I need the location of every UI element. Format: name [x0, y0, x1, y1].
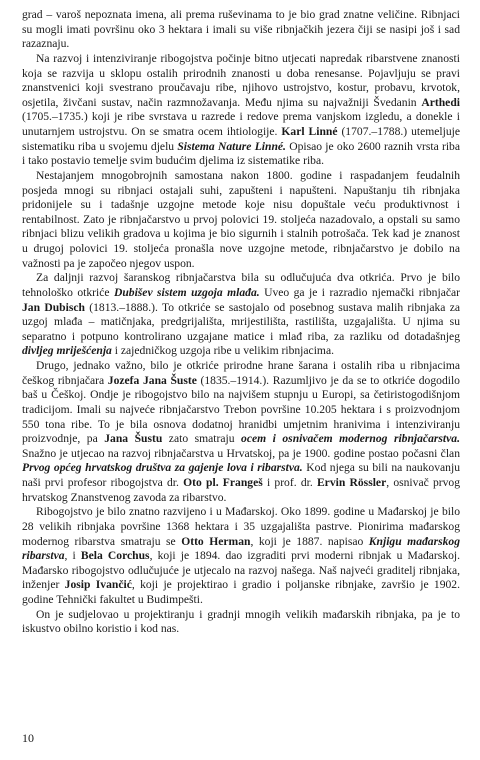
paragraph-text: , i — [64, 549, 81, 563]
paragraph-text: i zajedničkog uzgoja ribe u velikim ribnjacima. — [111, 344, 334, 358]
person-name: Ervin Rössler — [316, 476, 387, 489]
paragraph-2 — [22, 52, 460, 169]
paragraph-text: zato smatraju — [162, 432, 242, 446]
paragraph-text: Nestajanjem mnogobrojnih samostana nakon 1800. godine i raspadanjem feudalnih posjeda mnogi su ribnjaci ostajali suhi, zapušteni i napušteni. Napuštanju tih ribnjaka pridonijele su i tadašnje uzgojne metode koje nisu dopuštale veću produktivnost i rentabilnost. Zato je ribnjačarstvo u prvoj polovici 19. stoljeća nazadovalo, a opstali su samo ribnjaci blizu velikih gradova u kojima je bio sigurnih i stalnih potrošača. Tek kad je znanost u drugoj polovici 19. stoljeća pronašla nove uzgojne metode, ribnjačarstvo je dobilo na važnosti pa je započeo njegov uspon. — [22, 168, 460, 270]
paragraph-text: , koji je 1894. dao izgraditi prvi moderni ribnjak u Mađarskoj. Mađarsko ribogojstvo odlučujuće je utjecalo na razvoj našega. Naš najveći graditelj ribnjaka, inženjer — [22, 549, 460, 592]
document-body — [22, 8, 460, 637]
paragraph-text: (1835.–1914.). Razumljivo je da se to otkriće dogodilo baš u Češkoj. Ondje je ribogojstvo bilo na najvišem stupnju u Europi, sa četiristogodišnjom tradicijom. Imali su najveće ribnjačarstvo Trebon površine 10.205 hektara i s proizvodnjom 550 tona ribe. To je bila osnova dodatnoj hranidbi umjetnim hranivima i intenziviranju proizvodnje, pa — [22, 373, 460, 446]
person-name: Ot — [183, 476, 197, 489]
person-name: pl. Frangeš — [206, 476, 263, 489]
paragraph-7 — [22, 608, 460, 637]
person-name: Bela Corchus — [80, 549, 150, 563]
paragraph-4 — [22, 271, 460, 359]
emphasis-term: divljeg mriješćenja — [22, 344, 112, 358]
emphasis-term: Dubišev sistem uzgoja mlađa. — [113, 285, 260, 299]
paragraph-text: Drugo, jednako važno, bilo je otkriće prirodne hrane šarana i ostalih riba u ribnjacima češkog ribnjačara — [22, 359, 460, 387]
paragraph-text: (1707.–1788.) utemeljuje sistematiku riba u svojemu djelu — [22, 125, 461, 153]
paragraph-text: Opisao je oko 2600 raznih vrsta riba i tako postavio temelje svim budućim djelima iz sistematike riba. — [22, 139, 460, 168]
paragraph-1 — [22, 8, 460, 52]
person-name: Arthedi — [421, 95, 460, 109]
paragraph-3 — [22, 169, 460, 271]
paragraph-text: On je sudjelovao u projektiranju i gradnji mnogih velikih mađarskih ribnjaka, pa je to iskustvo obilno koristio i kod nas. — [22, 607, 460, 636]
paragraph-text: Kod njega su bili na naukovanju naši prvi profesor ribogojstva dr. — [22, 461, 460, 489]
paragraph-text: , koji je projektirao i gradio i poljanske ribnjake, završio je 1902. godine Tehnički fakultet u Budimpešti. — [22, 578, 461, 606]
paragraph-text: i prof. dr. — [262, 476, 317, 489]
paragraph-text: Ribogojstvo je bilo znatno razvijeno i u Mađarskoj. Oko 1899. godine u Mađarskoj je bilo 28 velikih ribnjaka površine 1368 hektara i 35 uzgajališta pastrve. Pionirima mađarskog modernog ribarstva smatraju se — [22, 505, 460, 548]
paragraph-text: (1705.–1735.) koji je ribe svrstava u razrede i redove prema vanjskom izgledu, a donekle i unutarnjem ustrojstvu. On se smatra ocem ihtiologije. — [22, 110, 460, 138]
page-number: 10 — [22, 731, 34, 745]
paragraph-5 — [22, 359, 460, 505]
paragraph-text: , osnivač prvog hrvatskog Znanstvenog zavoda za ribarstvo. — [22, 476, 461, 504]
paragraph-text: Za daljnji razvoj šaranskog ribnjačarstva bila su odlučujuća dva otkrića. Prvo je bilo tehnološko otkriće — [22, 271, 460, 299]
person-name: Otto Herman — [181, 534, 251, 548]
paragraph-text: Snažno je utjecao na razvoj ribnjačarstva u Hrvatskoj, pa je 1900. godine postao počasni član — [22, 446, 460, 460]
paragraph-text: (1813.–1888.). To otkriće se sastojalo od posebnog sustava malih ribnjaka za uzgoj mlađa – matičnjaka, predgrijališta, mrijestilišta, rastilišta, uzgajališta. U njima su separatno i potpuno kontrolirano uzgajane matice i mlađ riba, za razliku od dotadašnjeg — [22, 300, 461, 343]
organization-name: Prvog općeg hrvatskog društva za gajenje lova i ribarstva. — [22, 461, 303, 475]
paragraph-text: grad – varoš nepoznata imena, ali prema ruševinama to je bio grad znatne veličine. Ribnjaci su mogli imati površinu oko 3 hektara i imali su više ribnjačkih jezera čiji se nasipi još i sad razaznaju. — [22, 8, 460, 51]
paragraph-text: Uveo ga je i razradio njemački ribnjačar — [259, 285, 460, 299]
work-title: Knjigu mađarskog ribarstva — [22, 534, 460, 563]
person-name: Josip Ivančić — [64, 578, 132, 592]
person-name: Karl Linné — [281, 125, 338, 138]
paragraph-text: Na razvoj i intenziviranje ribogojstva počinje bitno utjecati napredak ribarstvene znanosti koja se razvija u sklopu ostalih prirodnih znanosti u doba renesanse. Pojavljuju se pravi znanstvenici koji svestrano proučavaju ribe, njihovo ustrojstvo, kostur, probavu, krvotok, osjetila, živčani sustav, način razmnožavanja. Među njima su najvažniji Švedanin — [22, 51, 460, 109]
paragraph-text: , koji je 1887. napisao — [250, 534, 369, 548]
person-name: Jozefa Jana Šuste — [107, 373, 197, 387]
person-name: o — [196, 476, 207, 489]
person-name: Jan Dubisch — [22, 300, 85, 314]
emphasis-term: ocem i osnivačem modernog ribnjačarstva. — [241, 432, 460, 446]
work-title: Sistema Nature Linné. — [177, 139, 286, 153]
person-name: Jana Šustu — [104, 432, 163, 446]
paragraph-6 — [22, 505, 460, 607]
